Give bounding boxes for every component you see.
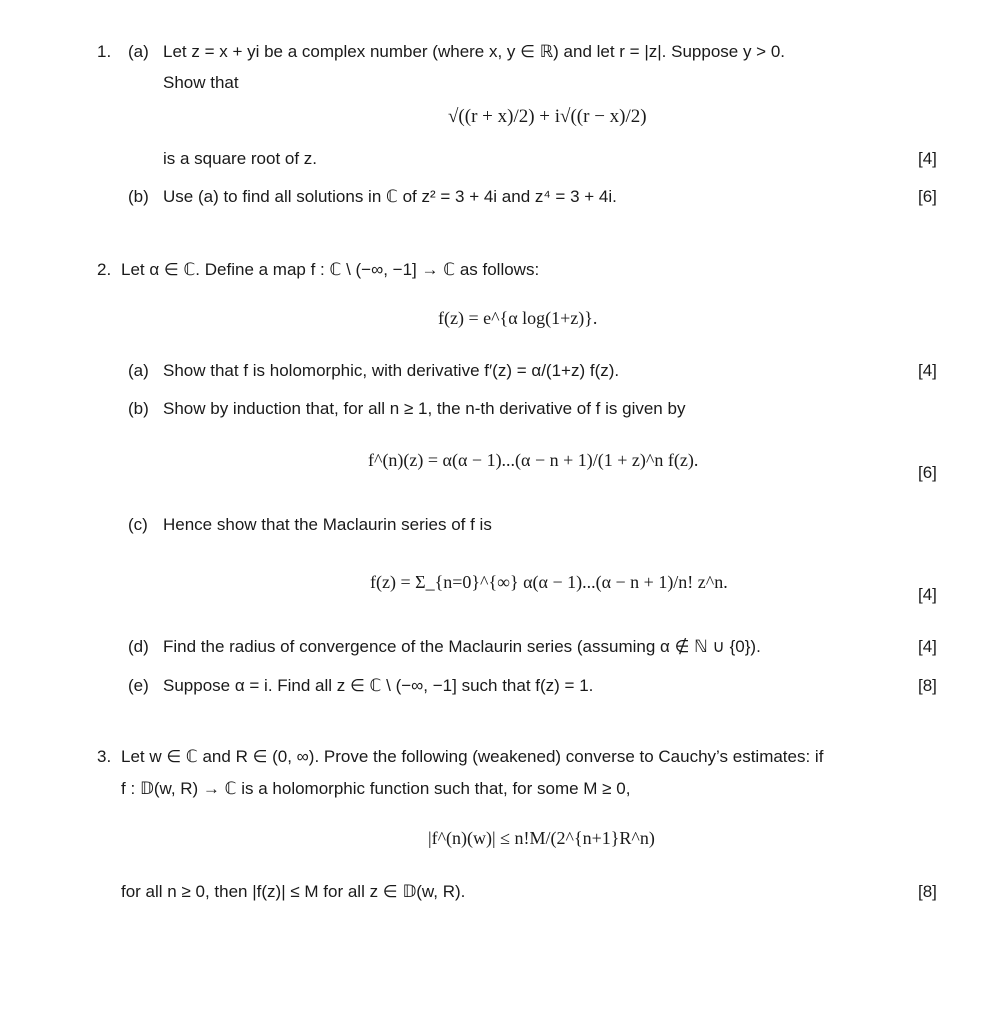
question-2-equation: f(z) = e^{α log(1+z)}.	[438, 308, 598, 328]
question-2-number: 2.	[97, 260, 112, 279]
question-1-number: 1.	[97, 42, 112, 61]
question-3-line3: for all n ≥ 0, then |f(z)| ≤ M for all z ∈ 𝔻(w, R).	[121, 882, 466, 901]
question-1b-text: Use (a) to find all solutions in ℂ of z² = 3 + 4i and z⁴ = 3 + 4i.	[163, 187, 617, 206]
question-1a-line3: is a square root of z.	[163, 149, 318, 168]
question-2a-marks: [4]	[918, 361, 937, 380]
question-3-number: 3.	[97, 747, 112, 766]
question-1a-line2: Show that	[163, 73, 239, 92]
question-2d-text: Find the radius of convergence of the Maclaurin series (assuming α ∉ ℕ ∪ {0}).	[163, 637, 761, 656]
question-2d-label: (d)	[128, 637, 149, 656]
question-3-line2: f : 𝔻(w, R) → ℂ is a holomorphic function such that, for some M ≥ 0,	[121, 779, 631, 798]
question-1a-marks: [4]	[918, 149, 937, 168]
question-1b-marks: [6]	[918, 187, 937, 206]
question-2c-label: (c)	[128, 515, 148, 534]
question-2e-text: Suppose α = i. Find all z ∈ ℂ \ (−∞, −1] such that f(z) = 1.	[163, 676, 594, 695]
question-2b-label: (b)	[128, 399, 149, 418]
question-2a-text: Show that f is holomorphic, with derivative f′(z) = α/(1+z) f(z).	[163, 361, 620, 380]
question-2e-marks: [8]	[918, 676, 937, 695]
question-1a-line1: Let z = x + yi be a complex number (where x, y ∈ ℝ) and let r = |z|. Suppose y > 0.	[163, 42, 786, 61]
question-3-line1: Let w ∈ ℂ and R ∈ (0, ∞). Prove the following (weakened) converse to Cauchy’s estimates: if	[121, 747, 824, 766]
question-2a-label: (a)	[128, 361, 149, 380]
question-2c-text: Hence show that the Maclaurin series of f is	[163, 515, 492, 534]
question-1a-label: (a)	[128, 42, 149, 61]
question-1b-label: (b)	[128, 187, 149, 206]
question-2c-marks: [4]	[918, 585, 937, 604]
question-2e-label: (e)	[128, 676, 149, 695]
question-2b-equation: f^(n)(z) = α(α − 1)...(α − n + 1)/(1 + z)^n f(z).	[368, 450, 699, 470]
question-1a-equation: √((r + x)/2) + i√((r − x)/2)	[448, 106, 647, 127]
question-3-equation: |f^(n)(w)| ≤ n!M/(2^{n+1}R^n)	[428, 828, 655, 848]
question-2c-equation: f(z) = Σ_{n=0}^{∞} α(α − 1)...(α − n + 1)/n! z^n.	[370, 572, 728, 592]
question-2-intro: Let α ∈ ℂ. Define a map f : ℂ \ (−∞, −1] → ℂ as follows:	[121, 260, 540, 279]
question-3-marks: [8]	[918, 882, 937, 901]
question-2d-marks: [4]	[918, 637, 937, 656]
question-2b-marks: [6]	[918, 463, 937, 482]
question-2b-text: Show by induction that, for all n ≥ 1, the n-th derivative of f is given by	[163, 399, 686, 418]
